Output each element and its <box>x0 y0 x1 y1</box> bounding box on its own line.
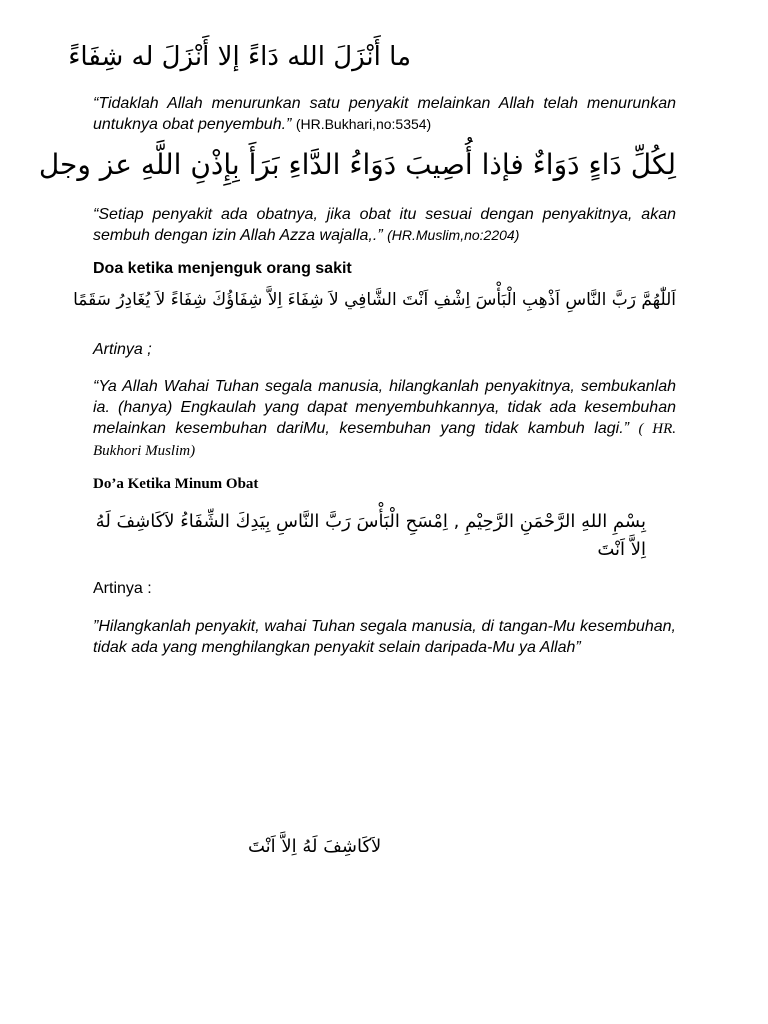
fragment-arabic: لاَكَاشِفَ لَهُ اِلاَّ اَنْتَ <box>248 836 382 857</box>
doa1-reference: ( HR. Bukhori Muslim) <box>93 421 676 459</box>
hadith1-translation-text: “Tidaklah Allah menurunkan satu penyakit melainkan Allah telah menurunkan untuknya obat penyembuh.” <box>93 95 676 133</box>
hadith2-reference: (HR.Muslim,no:2204) <box>387 227 520 243</box>
doa2-arabic: بِسْمِ اللهِ الرَّحْمَنِ الرَّحِيْمِ , اِمْسَحِ الْبَأْسَ رَبَّ النَّاسِ بِيَدِكَ الشِّفَاءُ لاَكَاشِفَ لَهُ اِلاَّ اَنْتَ <box>95 511 646 560</box>
doa1-heading: Doa ketika menjenguk orang sakit <box>93 260 352 277</box>
doa1-translation-text: “Ya Allah Wahai Tuhan segala manusia, hilangkanlah penyakitnya, sembukanlah ia. (hanya) Engkaulah yang dapat menyembuhkannya, tidak ada kesembuhan melainkan kesembuhan dariMu, kesembuhan yang tidak kambuh lagi.” <box>93 378 676 437</box>
doa1-label: Artinya ; <box>93 341 152 358</box>
hadith1-arabic: ما أَنْزَلَ الله دَاءً إلا أَنْزَلَ له شِفَاءً <box>68 42 411 72</box>
doa1-arabic: اَللّٰهُمَّ رَبَّ النَّاسِ اَذْهِبِ الْبَأْسَ اِشْفِ اَنْتَ الشَّافِي لاَ شِفَاءَ اِلاَّ شِفَاؤُكَ شِفَاءً لاَ يُغَادِرُ سَقَمًا <box>73 290 676 310</box>
hadith2-translation-text: “Setiap penyakit ada obatnya, jika obat itu sesuai dengan penyakitnya, akan sembuh dengan izin Allah Azza wajalla,.” <box>93 206 676 244</box>
hadith1-translation <box>93 94 676 135</box>
hadith2-translation <box>93 205 676 246</box>
doa2-heading: Do’a Ketika Minum Obat <box>93 476 259 492</box>
hadith2-arabic: لِكُلِّ دَاءٍ دَوَاءٌ فإذا أُصِيبَ دَوَاءُ الدَّاءِ بَرَأَ بِإِذْنِ اللَّهِ عز وجل <box>38 148 676 181</box>
doa2-translation: ”Hilangkanlah penyakit, wahai Tuhan segala manusia, di tangan-Mu kesembuhan, tidak ada yang menghilangkan penyakit selain daripada-Mu ya Allah” <box>93 618 676 656</box>
hadith1-reference: (HR.Bukhari,no:5354) <box>295 116 432 132</box>
doa2-label: Artinya : <box>93 580 152 597</box>
doa1-translation <box>93 376 676 462</box>
